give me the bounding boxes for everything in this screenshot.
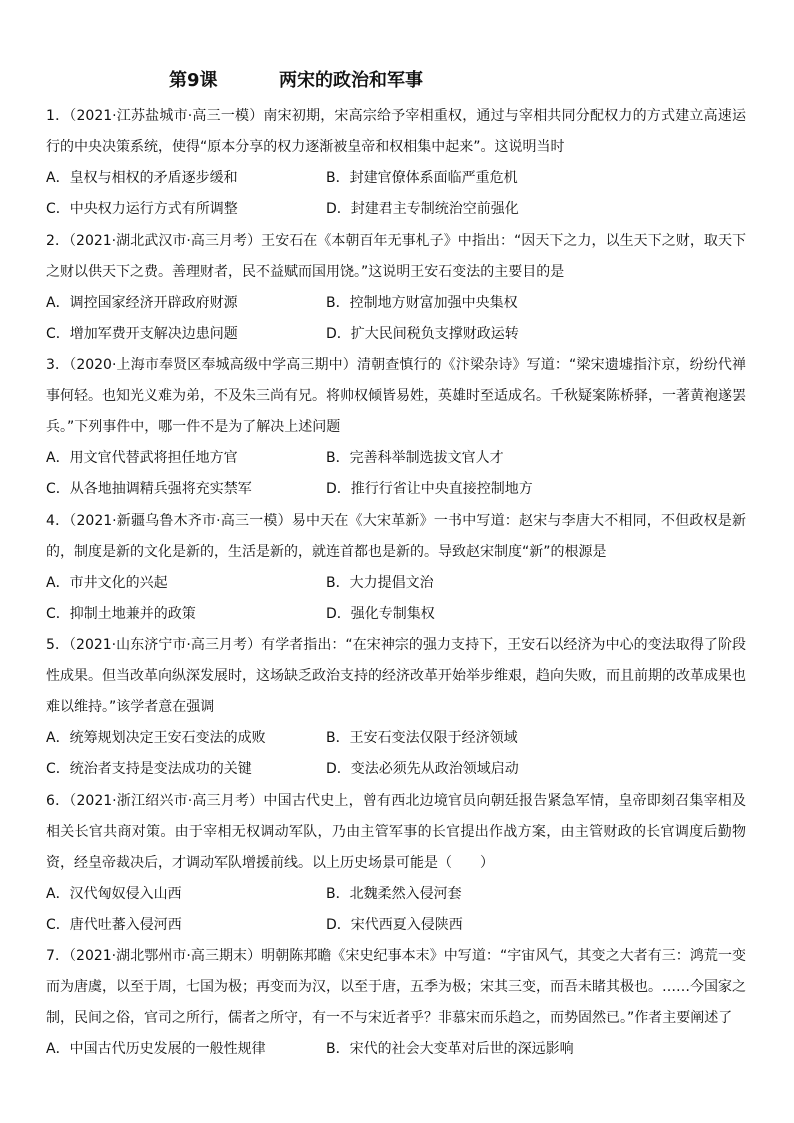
option-a: A．统筹规划决定王安石变法的成败 — [46, 730, 266, 746]
option-d: D．封建君主专制统治空前强化 — [326, 201, 519, 217]
lesson-number: 第9课 — [169, 70, 218, 91]
option-c: C．抑制土地兼并的政策 — [46, 606, 196, 622]
option-d: D．强化专制集权 — [326, 606, 435, 622]
option-c: C．唐代吐蕃入侵河西 — [46, 917, 182, 933]
option-d: D．宋代西夏入侵陕西 — [326, 917, 463, 933]
option-a: A．用文官代替武将担任地方官 — [46, 450, 238, 466]
options — [46, 723, 746, 785]
option-c: C．从各地抽调精兵强将充实禁军 — [46, 481, 252, 497]
option-a: A．调控国家经济开辟政府财源 — [46, 295, 238, 311]
option-a: A．汉代匈奴侵入山西 — [46, 886, 182, 902]
options — [46, 288, 746, 350]
question-5 — [46, 630, 746, 785]
options — [46, 879, 746, 941]
options — [46, 1034, 746, 1065]
option-a: A．中国古代历史发展的一般性规律 — [46, 1041, 266, 1057]
question-3 — [46, 350, 746, 505]
question-2 — [46, 226, 746, 350]
page-title: 两宋的政治和军事 — [279, 70, 423, 91]
question-stem: 2．（2021·湖北武汉市·高三月考）王安石在《本朝百年无事札子》中指出：“因天下之力，以生天下之财，取天下之财以供天下之费。善理财者，民不益赋而国用饶。”这说明王安石变法的主要目的是 — [46, 233, 746, 280]
option-b: B．大力提倡文治 — [326, 575, 434, 591]
option-b: B．北魏柔然入侵河套 — [326, 886, 462, 902]
question-stem: 4．（2021·新疆乌鲁木齐市·高三一模）易中天在《大宋革新》一书中写道：赵宋与李唐大不相同，不但政权是新的，制度是新的文化是新的，生活是新的，就连首都也是新的。导致赵宋制度“新”的根源是 — [46, 513, 746, 560]
options — [46, 163, 746, 225]
question-stem: 5．（2021·山东济宁市·高三月考）有学者指出：“在宋神宗的强力支持下，王安石以经济为中心的变法取得了阶段性成果。但当改革向纵深发展时，这场缺乏政治支持的经济改革开始举步维艰，趋向失败，而且前期的改革成果也难以维持。”该学者意在强调 — [46, 637, 746, 715]
question-stem: 1．（2021·江苏盐城市·高三一模）南宋初期，宋高宗给予宰相重权，通过与宰相共同分配权力的方式建立高速运行的中央决策系统，使得“原本分享的权力逐渐被皇帝和权相集中起来”。这说明当时 — [46, 108, 746, 155]
option-b: B．宋代的社会大变革对后世的深远影响 — [326, 1041, 574, 1057]
option-b: B．封建官僚体系面临严重危机 — [326, 170, 518, 186]
option-c: C．增加军费开支解决边患问题 — [46, 326, 238, 342]
option-b: B．控制地方财富加强中央集权 — [326, 295, 518, 311]
option-a: A．市井文化的兴起 — [46, 575, 168, 591]
question-4 — [46, 506, 746, 630]
options — [46, 443, 746, 505]
option-b: B．王安石变法仅限于经济领域 — [326, 730, 518, 746]
question-7 — [46, 941, 746, 1065]
question-6 — [46, 786, 746, 941]
question-stem: 6．（2021·浙江绍兴市·高三月考）中国古代史上，曾有西北边境官员向朝廷报告紧急军情，皇帝即刻召集宰相及相关长官共商对策。由于宰相无权调动军队，乃由主管军事的长官提出作战方案，由主管财政的长官调度后勤物资，经皇帝裁决后，才调动军队增援前线。以上历史场景可能是（ ） — [46, 793, 746, 871]
question-stem: 3．（2020·上海市奉贤区奉城高级中学高三期中）清朝查慎行的《汴梁杂诗》写道：“梁宋遗墟指汴京，纷纷代禅事何轻。也知光义难为弟，不及朱三尚有兄。将帅权倾皆易姓，英雄时至适成名。千秋疑案陈桥驿，一著黄袍遂罢兵。”下列事件中，哪一件不是为了解决上述问题 — [46, 357, 746, 435]
question-1 — [46, 101, 746, 225]
option-c: C．统治者支持是变法成功的关键 — [46, 761, 252, 777]
option-b: B．完善科举制选拔文官人才 — [326, 450, 504, 466]
option-d: D．扩大民间税负支撑财政运转 — [326, 326, 519, 342]
option-d: D．推行行省让中央直接控制地方 — [326, 481, 533, 497]
question-stem: 7．（2021·湖北鄂州市·高三期末）明朝陈邦瞻《宋史纪事本末》中写道：“宇宙风气，其变之大者有三：鸿荒一变而为唐虞，以至于周，七国为极；再变而为汉，以至于唐，五季为极；宋其三变，而吾未睹其极也。……今国家之制，民间之俗，官司之所行，儒者之所守，有一不与宋近者乎？非慕宋而乐趋之，而势固然已。”作者主要阐述了 — [46, 948, 746, 1026]
options — [46, 568, 746, 630]
option-c: C．中央权力运行方式有所调整 — [46, 201, 238, 217]
option-d: D．变法必须先从政治领域启动 — [326, 761, 519, 777]
option-a: A．皇权与相权的矛盾逐步缓和 — [46, 170, 238, 186]
